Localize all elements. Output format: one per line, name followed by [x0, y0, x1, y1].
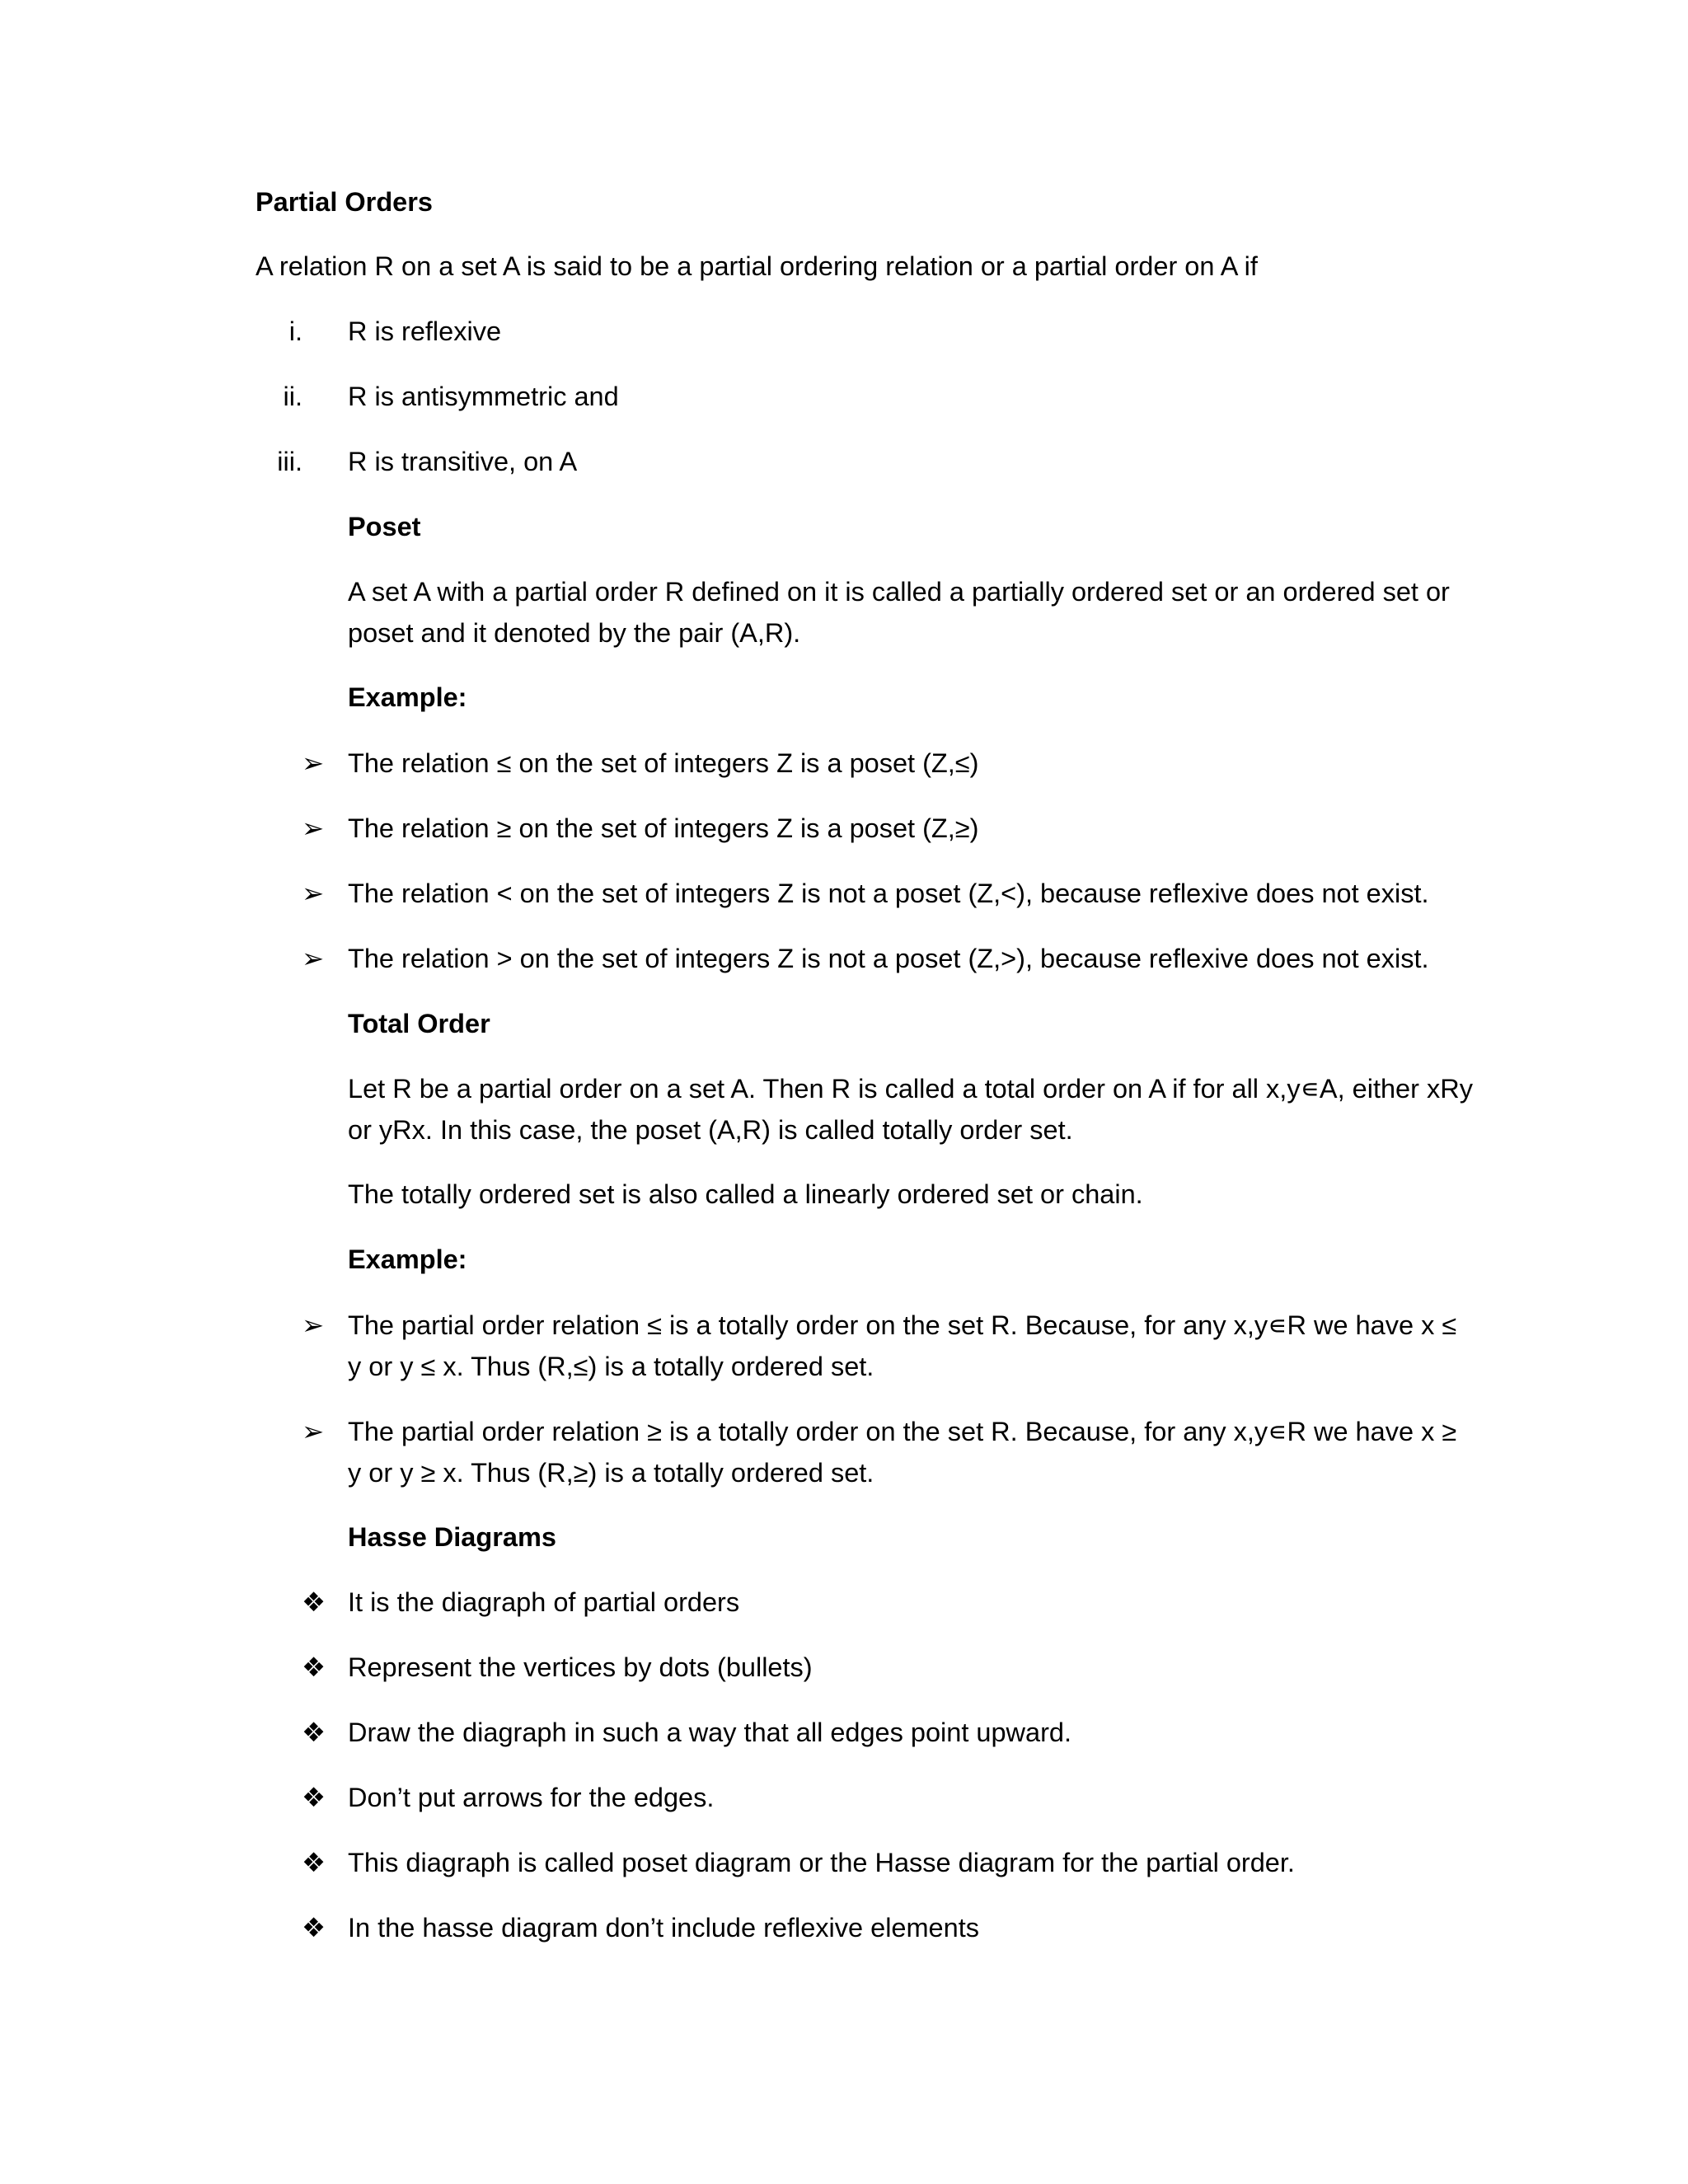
arrow-bullet-icon: ➢ [302, 748, 325, 778]
arrow-bullet-icon: ➢ [302, 944, 325, 973]
condition-text: R is reflexive [348, 316, 502, 346]
list-item-text: In the hasse diagram don’t include reflexive elements [348, 1913, 979, 1943]
list-item-text: The partial order relation ≤ is a totally order on the set R. Because, for any x,y∊R we have x ≤ y or y ≤ x. Thus (R,≤) is a totally ordered set. [348, 1310, 1457, 1381]
diamond-bullet-icon: ❖ [302, 1848, 326, 1877]
arrow-bullet-icon: ➢ [302, 813, 325, 843]
condition-text: R is antisymmetric and [348, 382, 619, 411]
list-item-text: It is the diagraph of partial orders [348, 1587, 740, 1617]
list-item-text: The partial order relation ≥ is a totally order on the set R. Because, for any x,y∊R we have x ≥ y or y ≥ x. Thus (R,≥) is a totally ordered set. [348, 1417, 1457, 1488]
total-order-heading: Total Order [348, 1009, 490, 1038]
condition-text: R is transitive, on A [348, 447, 578, 476]
arrow-bullet-icon: ➢ [302, 879, 325, 908]
poset-paragraph: A set A with a partial order R defined on it is called a partially ordered set or an ordered set or poset and it denoted by the pair (A,R). [348, 577, 1450, 648]
poset-heading: Poset [348, 512, 421, 541]
list-item-text: The relation ≥ on the set of integers Z is a poset (Z,≥) [348, 813, 979, 843]
page-title: Partial Orders [256, 187, 433, 217]
diamond-bullet-icon: ❖ [302, 1718, 326, 1747]
condition-marker: iii. [277, 447, 302, 476]
condition-marker: ii. [283, 382, 302, 411]
intro-text: A relation R on a set A is said to be a partial ordering relation or a partial order on A if [256, 251, 1258, 281]
total-order-paragraph-2: The totally ordered set is also called a linearly ordered set or chain. [348, 1179, 1143, 1209]
diamond-bullet-icon: ❖ [302, 1783, 326, 1812]
list-item-text: Draw the diagraph in such a way that all edges point upward. [348, 1718, 1072, 1747]
list-item-text: The relation > on the set of integers Z is not a poset (Z,>), because reflexive does not exist. [348, 944, 1429, 973]
list-item-text: The relation ≤ on the set of integers Z is a poset (Z,≤) [348, 748, 979, 778]
arrow-bullet-icon: ➢ [302, 1417, 325, 1446]
list-item-text: Don’t put arrows for the edges. [348, 1783, 715, 1812]
poset-example-heading: Example: [348, 682, 467, 712]
list-item-text: The relation < on the set of integers Z is not a poset (Z,<), because reflexive does not exist. [348, 879, 1429, 908]
hasse-heading: Hasse Diagrams [348, 1522, 556, 1552]
list-item-text: This diagraph is called poset diagram or the Hasse diagram for the partial order. [348, 1848, 1295, 1877]
arrow-bullet-icon: ➢ [302, 1310, 325, 1340]
diamond-bullet-icon: ❖ [302, 1652, 326, 1682]
list-item-text: Represent the vertices by dots (bullets) [348, 1652, 813, 1682]
condition-marker: i. [288, 316, 302, 346]
diamond-bullet-icon: ❖ [302, 1913, 326, 1943]
total-order-paragraph: Let R be a partial order on a set A. Then R is called a total order on A if for all x,y∊A, either xRy or yRx. In this case, the poset (A,R) is called totally order set. [348, 1074, 1473, 1145]
diamond-bullet-icon: ❖ [302, 1587, 326, 1617]
total-order-example-heading: Example: [348, 1244, 467, 1274]
